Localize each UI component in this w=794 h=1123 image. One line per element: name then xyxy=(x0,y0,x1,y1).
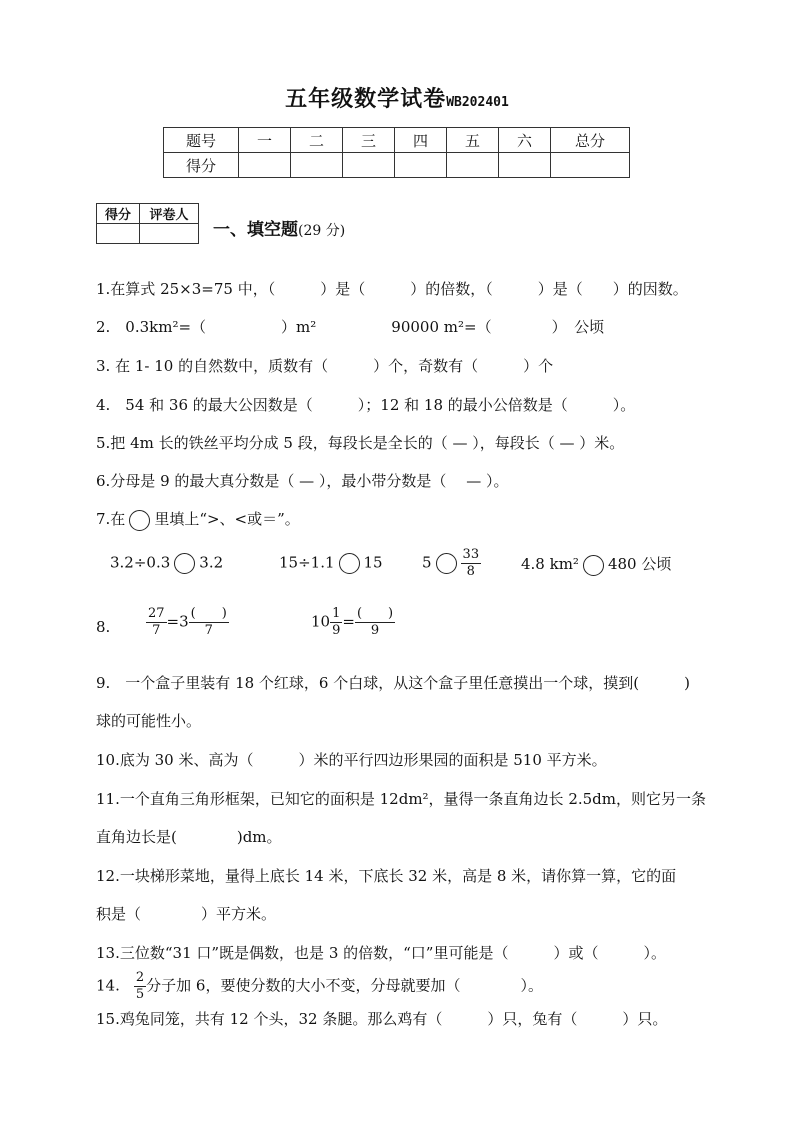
question-14-label: 14. xyxy=(96,976,120,995)
score-header-cell: 总分 xyxy=(551,128,630,153)
grader-table xyxy=(96,203,199,244)
question-12-line-2: 积是（ ）平方米。 xyxy=(96,905,277,923)
equals-text: =3 xyxy=(166,612,189,631)
question-4: 4. 54 和 36 的最大公因数是（ ）；12 和 18 的最小公倍数是（ ）。 xyxy=(96,396,636,414)
comparison-4-left: 4.8 km² xyxy=(521,555,579,573)
question-11-line-1: 11.一个直角三角形框架，已知它的面积是 12dm²，量得一条直角边长 2.5dm，则它另一条 xyxy=(96,790,707,808)
score-cell xyxy=(239,153,291,178)
question-15: 15.鸡兔同笼，共有 12 个头，32 条腿。那么鸡有（ ）只，兔有（ ）只。 xyxy=(96,1010,668,1028)
score-cell xyxy=(395,153,447,178)
question-11-line-2: 直角边长是( )dm。 xyxy=(96,828,282,846)
circle-blank-icon xyxy=(129,510,150,531)
question-8-expr-1 xyxy=(146,606,229,639)
score-cell xyxy=(447,153,499,178)
score-row-label: 得分 xyxy=(164,153,239,178)
question-8-label: 8. xyxy=(96,618,111,636)
question-14 xyxy=(96,970,543,1003)
comparison-4 xyxy=(521,553,671,576)
score-cell xyxy=(343,153,395,178)
comparison-1-left: 3.2÷0.3 xyxy=(110,553,171,572)
question-6: 6.分母是 9 的最大真分数是（ — ），最小带分数是（ — ）。 xyxy=(96,472,509,490)
title-main: 五年级数学试卷 xyxy=(285,86,447,112)
score-header-cell: 五 xyxy=(447,128,499,153)
comparison-1-right: 3.2 xyxy=(199,553,224,572)
question-7-prefix: 7.在 xyxy=(96,510,126,528)
score-cell xyxy=(291,153,343,178)
fraction: $\frac{27}{7}$ xyxy=(148,606,165,638)
fraction: $\frac{1}{9}$ xyxy=(332,606,341,638)
comparison-3-left: 5 xyxy=(422,553,432,572)
score-table-score-row xyxy=(164,153,630,178)
grader-name-cell xyxy=(140,224,199,244)
question-10: 10.底为 30 米、高为（ ）米的平行四边形果园的面积是 510 平方米。 xyxy=(96,751,607,769)
comparison-1 xyxy=(110,553,223,574)
question-3: 3. 在 1- 10 的自然数中，质数有（ ）个，奇数有（ ）个 xyxy=(96,357,554,375)
fraction-blank: $\frac{( )}{9}$ xyxy=(356,606,394,638)
question-9-line-1: 9. 一个盒子里装有 18 个红球，6 个白球，从这个盒子里任意摸出一个球，摸到( ) xyxy=(96,674,690,692)
score-cell xyxy=(551,153,630,178)
comparison-3 xyxy=(422,547,481,580)
score-header-cell: 题号 xyxy=(164,128,239,153)
question-12-line-1: 12.一块梯形菜地，量得上底长 14 米，下底长 32 米，高是 8 米，请你算一算，它的面 xyxy=(96,867,677,885)
compare-circle-icon[interactable] xyxy=(174,553,195,574)
grader-score-label: 得分 xyxy=(97,204,140,224)
section-heading xyxy=(213,215,345,240)
question-14-text: 分子加 6，要使分数的大小不变，分母就要加（ ）。 xyxy=(146,976,543,995)
comparison-4-right: 480 公顷 xyxy=(607,555,672,573)
question-2: 2. 0.3km²=（ ）m² 90000 m²=（ ） 公顷 xyxy=(96,318,605,336)
question-7 xyxy=(96,509,300,531)
compare-circle-icon[interactable] xyxy=(436,553,457,574)
question-9-line-2: 球的可能性小。 xyxy=(96,712,202,730)
question-8-expr-2 xyxy=(311,606,395,639)
score-header-cell: 四 xyxy=(395,128,447,153)
grader-score-cell xyxy=(97,224,140,244)
comparison-2 xyxy=(279,553,383,574)
comparison-2-right: 15 xyxy=(363,553,383,572)
compare-circle-icon[interactable] xyxy=(583,555,604,576)
question-13: 13.三位数“31 口”既是偶数，也是 3 的倍数，“口”里可能是（ ）或（ ）。 xyxy=(96,944,666,962)
score-header-cell: 六 xyxy=(499,128,551,153)
score-header-cell: 一 xyxy=(239,128,291,153)
whole-number: 10 xyxy=(311,612,331,631)
title-code: WB202401 xyxy=(446,95,509,110)
compare-circle-icon[interactable] xyxy=(339,553,360,574)
equals-text: = xyxy=(342,612,355,631)
page-title xyxy=(0,82,794,113)
comparison-2-left: 15÷1.1 xyxy=(279,553,335,572)
score-table-header-row xyxy=(164,128,630,153)
section-title: 一、填空题 xyxy=(213,220,298,240)
score-header-cell: 二 xyxy=(291,128,343,153)
score-header-cell: 三 xyxy=(343,128,395,153)
question-7-text: 里填上“>、<或＝”。 xyxy=(154,510,300,528)
score-cell xyxy=(499,153,551,178)
grader-name-label: 评卷人 xyxy=(140,204,199,224)
score-table xyxy=(163,127,630,178)
question-5: 5.把 4m 长的铁丝平均分成 5 段，每段长是全长的（ — ），每段长（ — ）米。 xyxy=(96,434,625,452)
question-1: 1.在算式 25×3=75 中，（ ）是（ ）的倍数，（ ）是（ ）的因数。 xyxy=(96,280,688,298)
section-points: (29 分) xyxy=(298,223,346,239)
question-14-fraction: $\frac{2}{5}$ xyxy=(135,970,145,1002)
comparison-3-fraction: $\frac{33}{8}$ xyxy=(462,547,480,579)
fraction-blank: $\frac{( )}{7}$ xyxy=(190,606,227,638)
